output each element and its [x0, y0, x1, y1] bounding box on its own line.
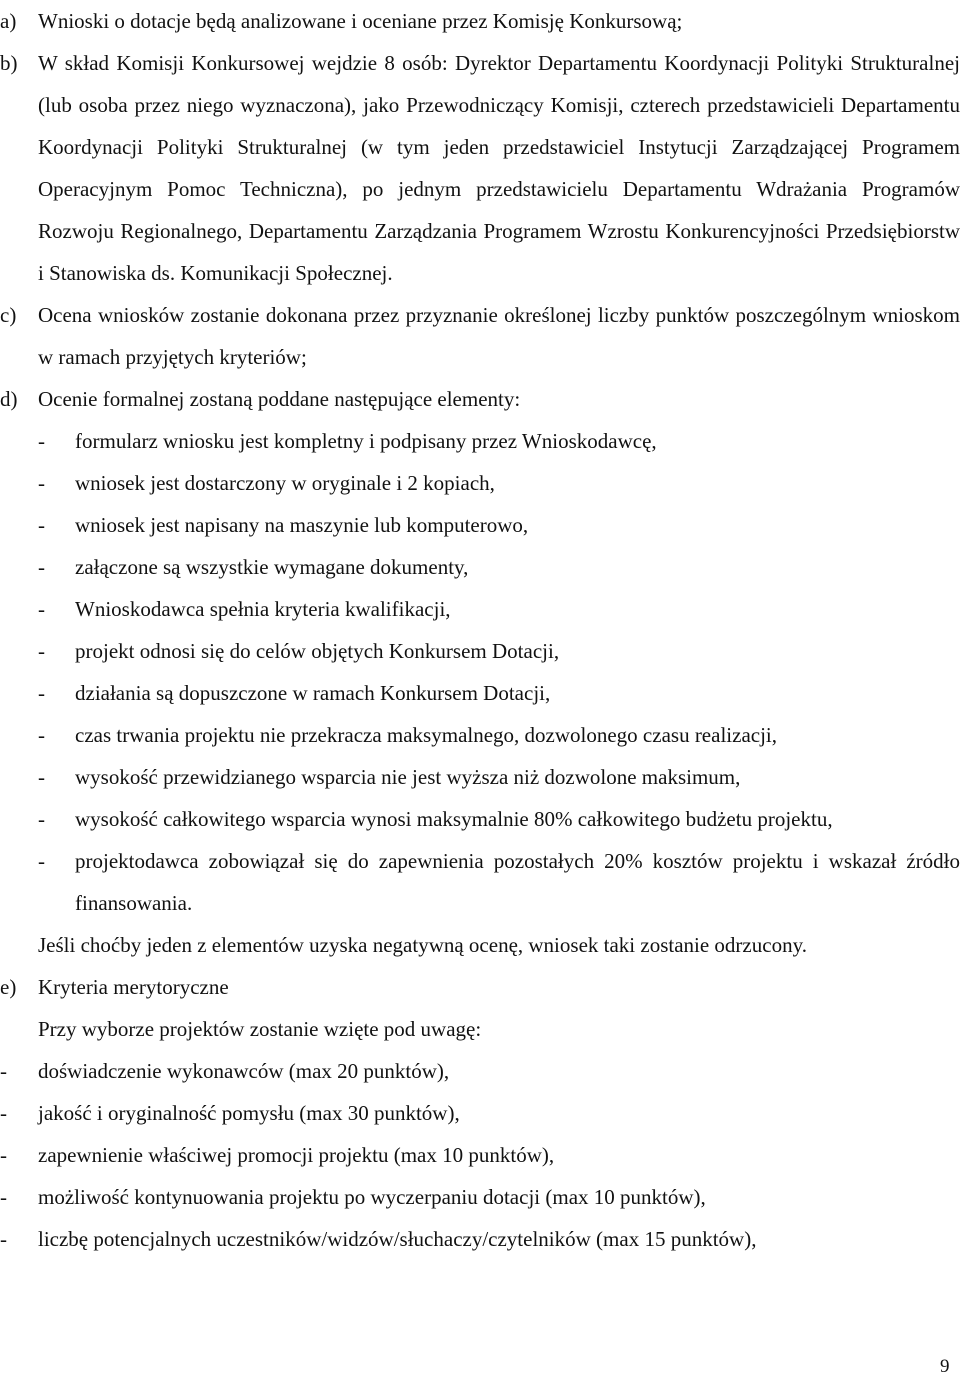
list-item-text: wniosek jest napisany na maszynie lub komputerowo, — [75, 513, 529, 537]
item-label: e) — [0, 975, 17, 999]
list-item-d — [0, 378, 960, 420]
item-label: a) — [0, 9, 17, 33]
criteria-list — [0, 1050, 960, 1260]
dash-marker: - — [38, 513, 45, 537]
list-item-text: wysokość całkowitego wsparcia wynosi maksymalnie 80% całkowitego budżetu projektu, — [75, 807, 833, 831]
list-item-c — [0, 294, 960, 378]
item-text: Wnioski o dotacje będą analizowane i oceniane przez Komisję Konkursową; — [38, 9, 683, 33]
item-text: W skład Komisji Konkursowej wejdzie 8 osób: Dyrektor Departamentu Koordynacji Polityki Strukturalnej (lub osoba przez niego wyznaczona), jako Przewodniczący Komisji, czterech przedstawicieli Departamentu Koordynacji Polityki Strukturalnej (w tym jeden przedstawiciel Instytucji Zarządzającej Programem Operacyjnym Pomoc Techniczna), po jednym przedstawicielu Departamentu Wdrażania Programów Rozwoju Regionalnego, Departamentu Zarządzania Programem Wzrostu Konkurencyjności Przedsiębiorstw i Stanowiska ds. Komunikacji Społecznej. — [38, 51, 960, 285]
dash-marker: - — [38, 681, 45, 705]
list-item — [0, 798, 960, 840]
list-item-text: działania są dopuszczone w ramach Konkursem Dotacji, — [75, 681, 551, 705]
list-item-text: wysokość przewidzianego wsparcia nie jest wyższa niż dozwolone maksimum, — [75, 765, 741, 789]
list-item — [0, 462, 960, 504]
list-item-text: możliwość kontynuowania projektu po wyczerpaniu dotacji (max 10 punktów), — [38, 1185, 706, 1209]
dash-marker: - — [0, 1143, 7, 1167]
list-item-text: doświadczenie wykonawców (max 20 punktów), — [38, 1059, 450, 1083]
list-item — [0, 1218, 960, 1260]
list-item — [0, 504, 960, 546]
formal-elements-list — [0, 420, 960, 924]
dash-marker: - — [38, 723, 45, 747]
list-item-text: liczbę potencjalnych uczestników/widzów/słuchaczy/czytelników (max 15 punktów), — [38, 1227, 757, 1251]
list-item — [0, 840, 960, 924]
list-item — [0, 1176, 960, 1218]
item-label: b) — [0, 51, 18, 75]
dash-marker: - — [38, 597, 45, 621]
dash-marker: - — [38, 429, 45, 453]
dash-marker: - — [38, 765, 45, 789]
list-item — [0, 420, 960, 462]
list-item-text: zapewnienie właściwej promocji projektu (max 10 punktów), — [38, 1143, 555, 1167]
dash-marker: - — [38, 849, 45, 873]
list-item-text: Wnioskodawca spełnia kryteria kwalifikacji, — [75, 597, 451, 621]
dash-marker: - — [38, 807, 45, 831]
list-item-text: formularz wniosku jest kompletny i podpisany przez Wnioskodawcę, — [75, 429, 657, 453]
item-label: d) — [0, 387, 18, 411]
list-item-e — [0, 966, 960, 1008]
item-label: c) — [0, 303, 17, 327]
list-item — [0, 672, 960, 714]
rejection-note: Jeśli choćby jeden z elementów uzyska negatywną ocenę, wniosek taki zostanie odrzucony. — [38, 933, 807, 957]
list-item-text: załączone są wszystkie wymagane dokumenty, — [75, 555, 469, 579]
dash-marker: - — [38, 555, 45, 579]
list-item — [0, 756, 960, 798]
list-item-text: czas trwania projektu nie przekracza maksymalnego, dozwolonego czasu realizacji, — [75, 723, 778, 747]
list-item — [0, 546, 960, 588]
list-item-a — [0, 0, 960, 42]
list-item — [0, 1050, 960, 1092]
list-item-b — [0, 42, 960, 294]
dash-marker: - — [38, 471, 45, 495]
dash-marker: - — [0, 1185, 7, 1209]
item-text: Ocena wniosków zostanie dokonana przez przyznanie określonej liczby punktów poszczególnym wnioskom w ramach przyjętych kryteriów; — [38, 303, 960, 369]
dash-marker: - — [0, 1059, 7, 1083]
list-item — [0, 714, 960, 756]
list-item-text: wniosek jest dostarczony w oryginale i 2 kopiach, — [75, 471, 495, 495]
list-item-text: jakość i oryginalność pomysłu (max 30 punktów), — [38, 1101, 460, 1125]
page-number: 9 — [940, 1356, 950, 1377]
item-text: Ocenie formalnej zostaną poddane następujące elementy: — [38, 387, 521, 411]
item-text: Kryteria merytoryczne — [38, 975, 229, 999]
list-item — [0, 1134, 960, 1176]
list-item — [0, 1092, 960, 1134]
dash-marker: - — [0, 1101, 7, 1125]
list-item-text: projektodawca zobowiązał się do zapewnienia pozostałych 20% kosztów projektu i wskazał źródło finansowania. — [75, 849, 960, 915]
criteria-intro: Przy wyborze projektów zostanie wzięte pod uwagę: — [38, 1017, 482, 1041]
list-item-text: projekt odnosi się do celów objętych Konkursem Dotacji, — [75, 639, 560, 663]
dash-marker: - — [0, 1227, 7, 1251]
list-item — [0, 588, 960, 630]
dash-marker: - — [38, 639, 45, 663]
list-item — [0, 630, 960, 672]
